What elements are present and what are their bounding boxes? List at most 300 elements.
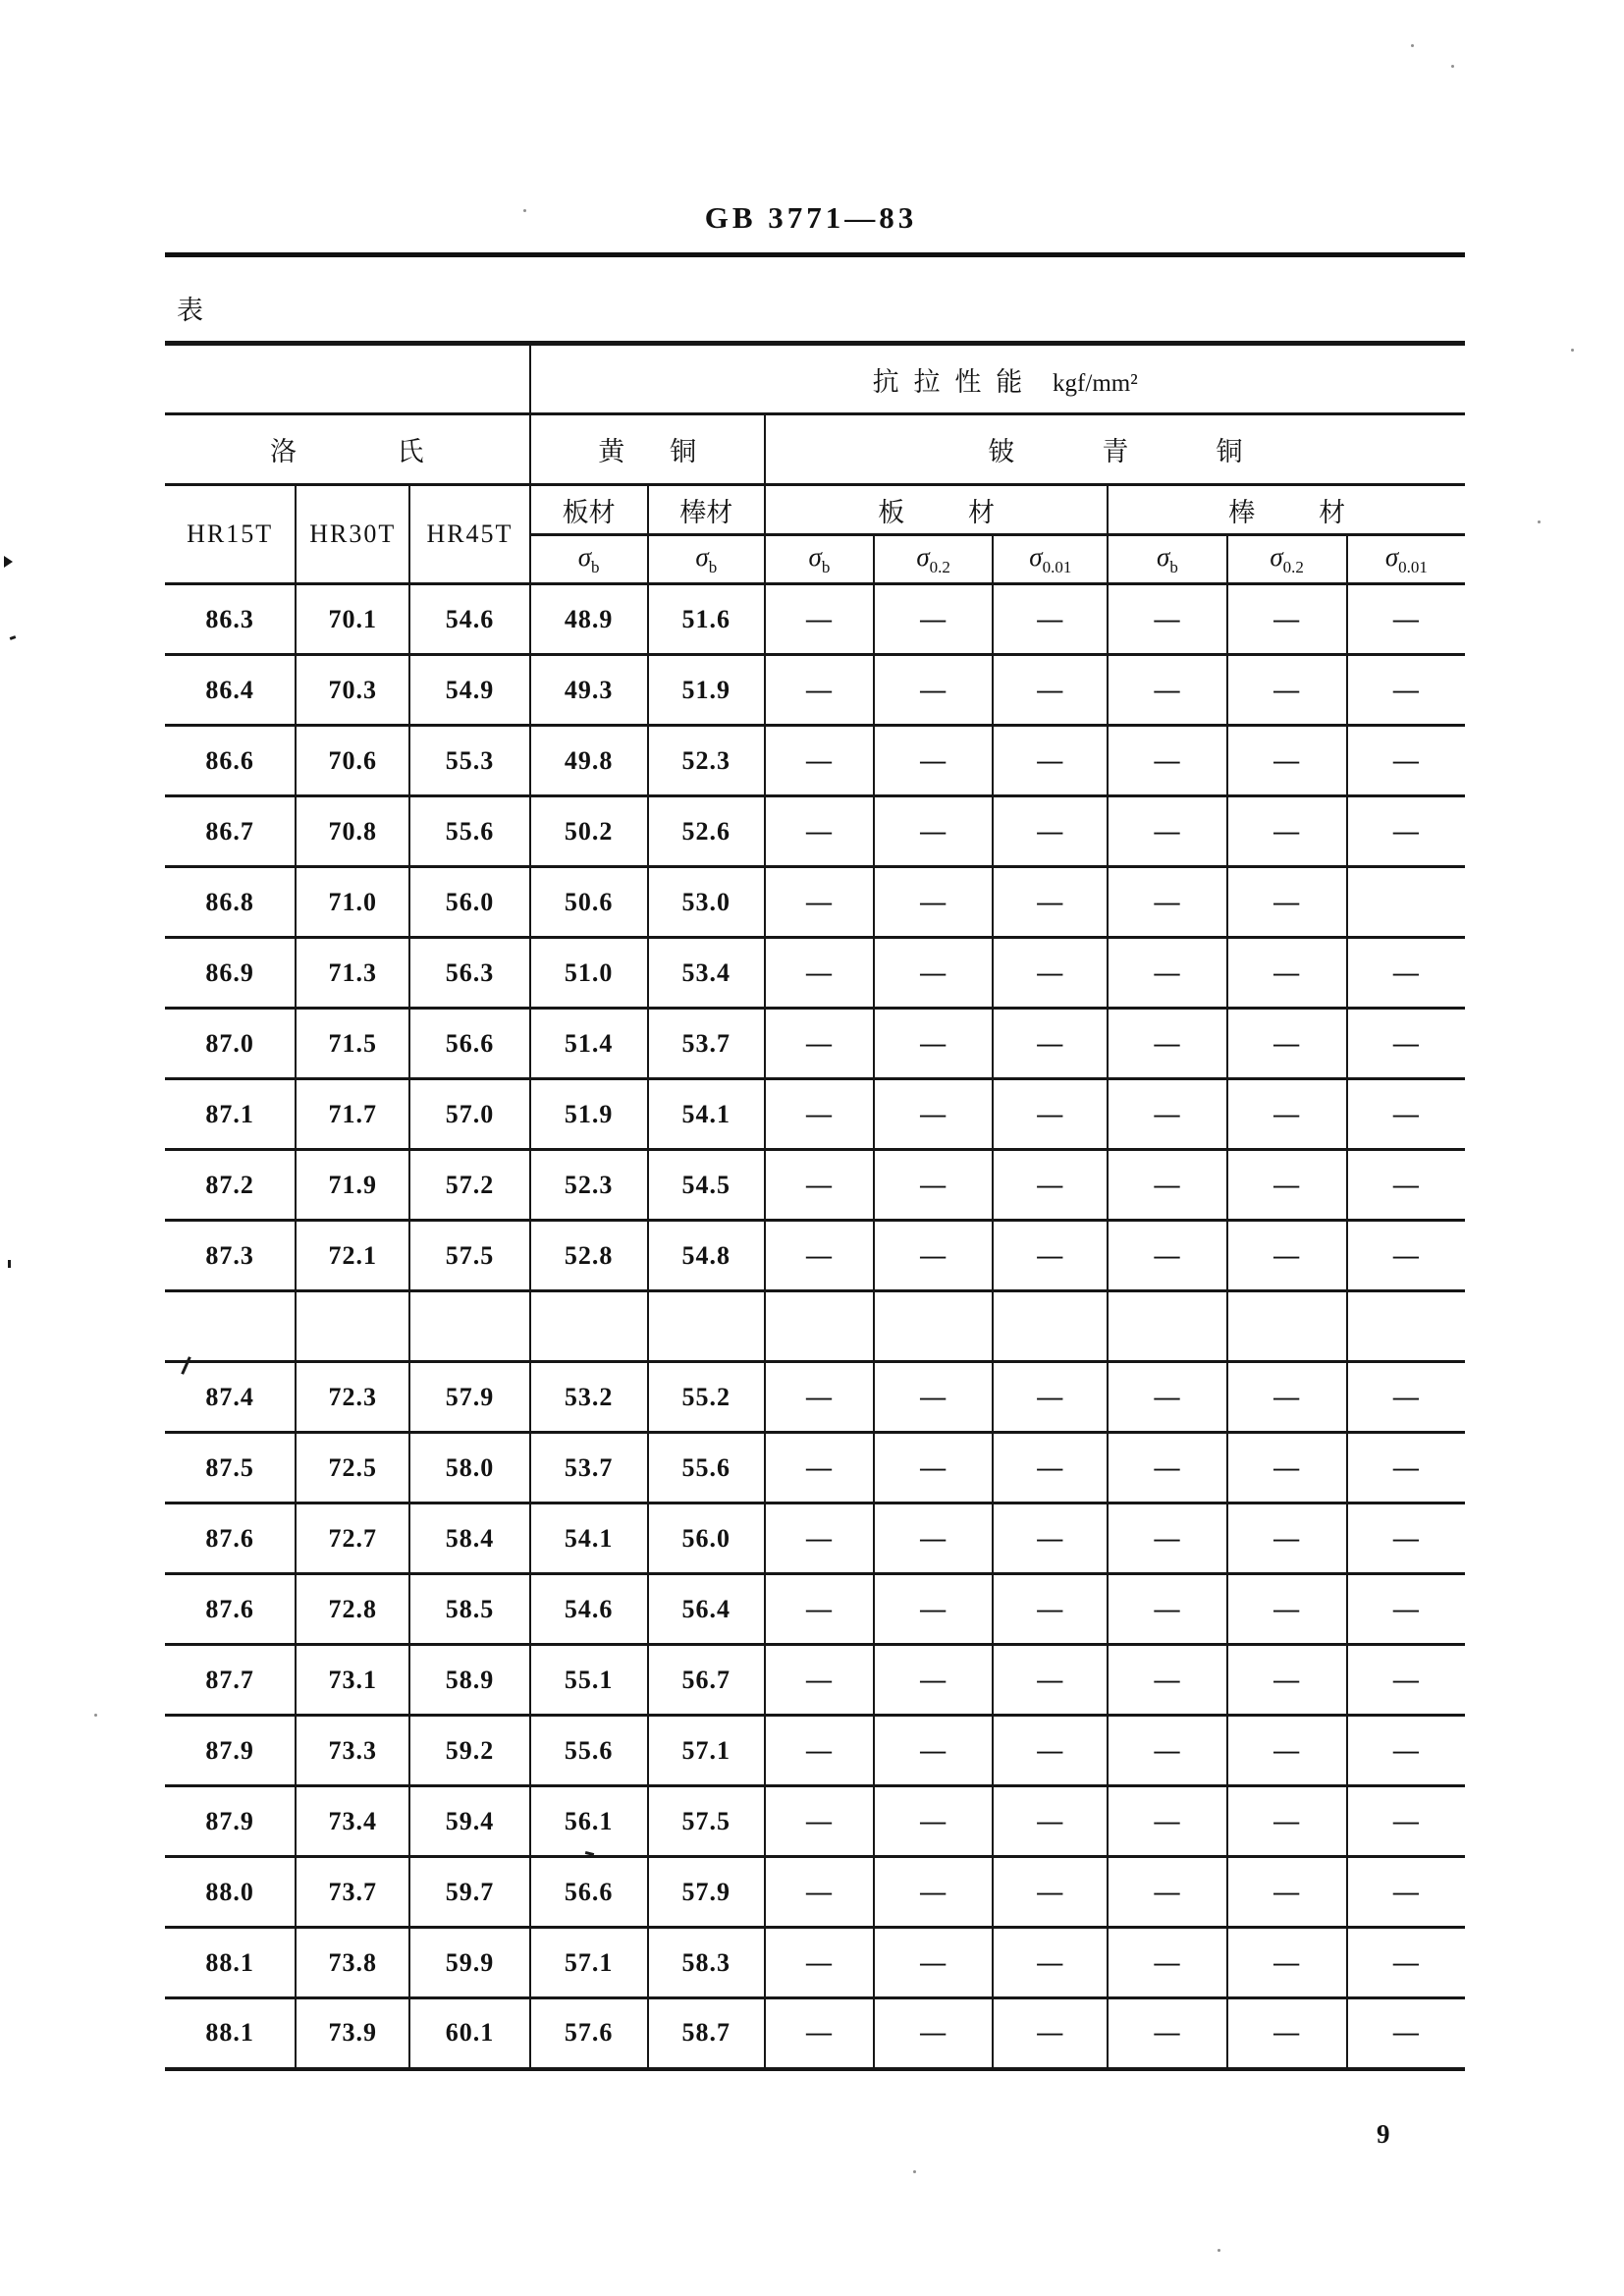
cell-be-bar-b: —: [1108, 1645, 1226, 1716]
cell-be-bar-b: —: [1108, 1079, 1226, 1150]
cell-hr30t: 72.3: [296, 1362, 409, 1433]
cell-brass-bar-b: 52.3: [648, 726, 765, 796]
header-rule: [165, 252, 1465, 257]
hr30t-header-cell: [296, 485, 409, 584]
cell-hr30t: 72.8: [296, 1574, 409, 1645]
cell-be-bar-b: —: [1108, 1433, 1226, 1503]
table-row: [165, 938, 1465, 1009]
cell-hr15t: 87.7: [165, 1645, 296, 1716]
cell-be-sheet-p001: —: [993, 1503, 1108, 1574]
header-row-materials: [165, 414, 1465, 485]
cell-be-sheet-p02: —: [874, 1786, 993, 1857]
brass-label: 黄铜: [598, 437, 742, 466]
cell-brass-sheet-b: 49.8: [530, 726, 648, 796]
cell-be-sheet-b: —: [765, 1150, 874, 1221]
cell-be-bar-b: —: [1108, 726, 1226, 796]
cell-be-bar-p02: —: [1227, 1150, 1347, 1221]
table-row: [165, 1009, 1465, 1079]
cell-be-sheet-b: —: [765, 796, 874, 867]
table-row: [165, 1574, 1465, 1645]
scan-speck: [1571, 349, 1574, 352]
cell-brass-sheet-b: 56.6: [530, 1857, 648, 1928]
table-row: [165, 1079, 1465, 1150]
cell-hr30t: 70.8: [296, 796, 409, 867]
header-row-tensile: [165, 344, 1465, 414]
cell-be-sheet-b: —: [765, 1009, 874, 1079]
cell-be-bar-p001: —: [1347, 1221, 1465, 1291]
cell-be-sheet-p02: —: [874, 1503, 993, 1574]
cell-be-bar-p001: —: [1347, 726, 1465, 796]
cell-be-bar-b: —: [1108, 1362, 1226, 1433]
cell-be-bar-p02: [1227, 1291, 1347, 1362]
cell-be-bar-p001: —: [1347, 1503, 1465, 1574]
cell-be-sheet-p001: —: [993, 726, 1108, 796]
cell-be-sheet-p001: —: [993, 867, 1108, 938]
cell-hr15t: 87.9: [165, 1716, 296, 1786]
cell-be-sheet-p02: —: [874, 726, 993, 796]
cell-be-sheet-p02: —: [874, 1362, 993, 1433]
sigma-b-header: $\sigma_b$: [530, 535, 648, 584]
cell-be-bar-p02: —: [1227, 1928, 1347, 1998]
cell-be-bar-p001: —: [1347, 1998, 1465, 2069]
cell-brass-bar-b: 58.7: [648, 1998, 765, 2069]
cell-be-bar-b: —: [1108, 796, 1226, 867]
standard-number: GB 3771—83: [704, 200, 918, 235]
cell-be-bar-b: —: [1108, 1009, 1226, 1079]
cell-hr45t: 59.7: [409, 1857, 529, 1928]
cell-hr45t: 58.9: [409, 1645, 529, 1716]
cell-be-bar-p02: —: [1227, 1009, 1347, 1079]
cell-be-sheet-b: —: [765, 938, 874, 1009]
scan-speck: [1538, 520, 1541, 523]
hr15t-header-cell: [165, 485, 296, 584]
sigma-b-header: $\sigma_b$: [1108, 535, 1226, 584]
cell-be-sheet-b: —: [765, 1716, 874, 1786]
tensile-title-cell: [530, 344, 1465, 414]
sigma-001-header: $\sigma_{0.01}$: [993, 535, 1108, 584]
cell-be-bar-b: —: [1108, 655, 1226, 726]
cell-hr15t: 86.4: [165, 655, 296, 726]
cell-be-bar-p001: —: [1347, 1362, 1465, 1433]
cell-brass-bar-b: 53.7: [648, 1009, 765, 1079]
cell-be-bar-b: —: [1108, 938, 1226, 1009]
cell-brass-sheet-b: 51.9: [530, 1079, 648, 1150]
cell-brass-sheet-b: 51.4: [530, 1009, 648, 1079]
cell-be-sheet-p001: —: [993, 796, 1108, 867]
scan-speck: [1451, 65, 1454, 68]
cell-be-bar-b: —: [1108, 1928, 1226, 1998]
cell-be-sheet-p02: —: [874, 1574, 993, 1645]
cell-be-bar-b: —: [1108, 1503, 1226, 1574]
cell-brass-sheet-b: 55.6: [530, 1716, 648, 1786]
cell-be-bar-p001: [1347, 867, 1465, 938]
table-row: [165, 1362, 1465, 1433]
cell-hr45t: [409, 1291, 529, 1362]
brass-bar-header-cell: [648, 485, 765, 535]
cell-be-sheet-p02: —: [874, 1857, 993, 1928]
cell-be-sheet-p02: —: [874, 1433, 993, 1503]
cell-be-bar-p02: —: [1227, 1786, 1347, 1857]
cell-brass-sheet-b: 54.1: [530, 1503, 648, 1574]
cell-be-bar-p001: —: [1347, 1079, 1465, 1150]
cell-be-bar-p001: —: [1347, 1433, 1465, 1503]
cell-be-bar-p001: —: [1347, 655, 1465, 726]
cell-be-sheet-p02: —: [874, 1150, 993, 1221]
beryllium-bronze-label: 铍青铜: [988, 437, 1330, 466]
table-row: [165, 1503, 1465, 1574]
cell-hr45t: 55.6: [409, 796, 529, 867]
cell-brass-sheet-b: 49.3: [530, 655, 648, 726]
cell-hr15t: 87.6: [165, 1503, 296, 1574]
cell-be-bar-p001: —: [1347, 938, 1465, 1009]
cell-hr45t: 57.0: [409, 1079, 529, 1150]
cell-hr15t: 86.9: [165, 938, 296, 1009]
bronze-sheet-label: 板材: [878, 497, 1058, 527]
cell-brass-sheet-b: 51.0: [530, 938, 648, 1009]
cell-be-bar-b: —: [1108, 1998, 1226, 2069]
cell-hr45t: 59.9: [409, 1928, 529, 1998]
corner-blank-cell: [165, 344, 530, 414]
cell-be-sheet-p001: —: [993, 1857, 1108, 1928]
cell-brass-bar-b: 55.6: [648, 1433, 765, 1503]
cell-hr30t: 71.9: [296, 1150, 409, 1221]
sigma-001-header: $\sigma_{0.01}$: [1347, 535, 1465, 584]
cell-hr45t: 57.2: [409, 1150, 529, 1221]
brass-sheet-header-cell: [530, 485, 648, 535]
cell-hr45t: 56.3: [409, 938, 529, 1009]
cell-brass-bar-b: [648, 1291, 765, 1362]
cell-be-bar-p001: —: [1347, 796, 1465, 867]
cell-brass-bar-b: 54.1: [648, 1079, 765, 1150]
cell-be-bar-p02: —: [1227, 1998, 1347, 2069]
cell-brass-bar-b: 54.8: [648, 1221, 765, 1291]
sigma-02-header: $\sigma_{0.2}$: [1227, 535, 1347, 584]
cell-be-sheet-p001: —: [993, 1998, 1108, 2069]
table-row: [165, 1150, 1465, 1221]
cell-hr30t: 71.5: [296, 1009, 409, 1079]
cell-hr30t: 73.3: [296, 1716, 409, 1786]
cell-hr15t: 87.2: [165, 1150, 296, 1221]
cell-be-sheet-p02: —: [874, 1716, 993, 1786]
cell-hr15t: 87.6: [165, 1574, 296, 1645]
cell-be-bar-p001: [1347, 1291, 1465, 1362]
cell-be-sheet-p02: —: [874, 938, 993, 1009]
brass-sheet-label: 板材: [562, 497, 616, 527]
cell-be-bar-p02: —: [1227, 1362, 1347, 1433]
cell-brass-sheet-b: 53.7: [530, 1433, 648, 1503]
cell-hr15t: 88.1: [165, 1998, 296, 2069]
cell-be-bar-b: —: [1108, 584, 1226, 655]
cell-be-sheet-b: —: [765, 1645, 874, 1716]
cell-be-sheet-b: —: [765, 1433, 874, 1503]
table-row: [165, 1433, 1465, 1503]
cell-brass-bar-b: 51.6: [648, 584, 765, 655]
cell-be-sheet-p001: —: [993, 1362, 1108, 1433]
table-row: [165, 1998, 1465, 2069]
cell-be-bar-b: [1108, 1291, 1226, 1362]
table-row: [165, 1716, 1465, 1786]
sigma-b-header: $\sigma_b$: [765, 535, 874, 584]
cell-brass-sheet-b: 56.1: [530, 1786, 648, 1857]
cell-be-bar-p02: —: [1227, 1857, 1347, 1928]
cell-be-bar-p02: —: [1227, 1221, 1347, 1291]
cell-hr45t: 56.0: [409, 867, 529, 938]
cell-hr45t: 58.5: [409, 1574, 529, 1645]
scan-speck: [4, 556, 13, 568]
cell-be-bar-p001: —: [1347, 1009, 1465, 1079]
rockwell-label: 洛氏: [269, 437, 525, 466]
beryllium-bronze-header-cell: [765, 414, 1465, 485]
cell-be-bar-b: —: [1108, 1786, 1226, 1857]
cell-hr45t: 57.5: [409, 1221, 529, 1291]
cell-be-bar-p02: —: [1227, 1079, 1347, 1150]
rockwell-header-cell: [165, 414, 530, 485]
bronze-sheet-header-cell: [765, 485, 1108, 535]
cell-hr15t: [165, 1291, 296, 1362]
table-header: [165, 344, 1465, 584]
cell-be-bar-p02: —: [1227, 1716, 1347, 1786]
table-body: [165, 584, 1465, 2069]
cell-brass-bar-b: 57.1: [648, 1716, 765, 1786]
cell-brass-sheet-b: 55.1: [530, 1645, 648, 1716]
cell-be-sheet-p02: [874, 1291, 993, 1362]
cell-hr30t: 72.1: [296, 1221, 409, 1291]
table-row: [165, 655, 1465, 726]
cell-brass-sheet-b: 53.2: [530, 1362, 648, 1433]
cell-hr30t: 73.7: [296, 1857, 409, 1928]
bronze-bar-header-cell: [1108, 485, 1465, 535]
cell-be-bar-b: —: [1108, 1221, 1226, 1291]
cell-be-bar-p02: —: [1227, 584, 1347, 655]
cell-hr45t: 56.6: [409, 1009, 529, 1079]
hr45t-header-cell: [409, 485, 529, 584]
scan-speck: [10, 635, 17, 640]
cell-brass-sheet-b: 52.3: [530, 1150, 648, 1221]
cell-hr15t: 87.1: [165, 1079, 296, 1150]
cell-be-bar-p02: —: [1227, 1433, 1347, 1503]
cell-be-sheet-b: —: [765, 1503, 874, 1574]
table-row: [165, 1786, 1465, 1857]
tensile-title: 抗拉性能: [872, 366, 1038, 397]
cell-hr30t: 71.0: [296, 867, 409, 938]
cell-be-sheet-p02: —: [874, 1645, 993, 1716]
scan-speck: [1411, 44, 1414, 47]
cell-hr30t: 73.4: [296, 1786, 409, 1857]
cell-be-sheet-p02: —: [874, 867, 993, 938]
hardness-conversion-table: [165, 341, 1465, 2071]
cell-be-bar-p02: —: [1227, 655, 1347, 726]
cell-be-sheet-b: —: [765, 1079, 874, 1150]
cell-hr15t: 86.6: [165, 726, 296, 796]
cell-be-sheet-b: —: [765, 1221, 874, 1291]
cell-hr30t: 70.3: [296, 655, 409, 726]
cell-be-sheet-p02: —: [874, 655, 993, 726]
cell-hr30t: 73.1: [296, 1645, 409, 1716]
cell-be-sheet-p001: —: [993, 1928, 1108, 1998]
cell-be-sheet-p001: [993, 1291, 1108, 1362]
cell-hr15t: 86.7: [165, 796, 296, 867]
cell-be-sheet-p001: —: [993, 1574, 1108, 1645]
cell-be-bar-p02: —: [1227, 938, 1347, 1009]
table-row: [165, 584, 1465, 655]
scan-speck: [523, 209, 526, 212]
cell-be-sheet-p02: —: [874, 584, 993, 655]
cell-brass-bar-b: 51.9: [648, 655, 765, 726]
header-row-forms: [165, 485, 1465, 535]
cell-hr45t: 60.1: [409, 1998, 529, 2069]
cell-be-bar-b: —: [1108, 1574, 1226, 1645]
bronze-bar-label: 棒材: [1228, 497, 1409, 527]
table-row: [165, 796, 1465, 867]
cell-brass-sheet-b: 50.6: [530, 867, 648, 938]
cell-hr15t: 88.0: [165, 1857, 296, 1928]
cell-be-bar-b: —: [1108, 1857, 1226, 1928]
sigma-b-header: $\sigma_b$: [648, 535, 765, 584]
hr30t-label: HR30T: [309, 519, 397, 548]
table-row: [165, 867, 1465, 938]
cell-be-bar-p001: —: [1347, 584, 1465, 655]
cell-be-sheet-p001: —: [993, 1786, 1108, 1857]
cell-be-sheet-p02: —: [874, 796, 993, 867]
cell-be-sheet-b: —: [765, 726, 874, 796]
cell-be-bar-b: —: [1108, 1150, 1226, 1221]
cell-be-bar-p001: —: [1347, 1716, 1465, 1786]
cell-be-sheet-b: —: [765, 1998, 874, 2069]
hr15t-label: HR15T: [187, 519, 274, 548]
cell-hr45t: 58.0: [409, 1433, 529, 1503]
cell-hr30t: 71.7: [296, 1079, 409, 1150]
tensile-unit: kgf/mm²: [1053, 369, 1138, 397]
cell-hr30t: 70.6: [296, 726, 409, 796]
cell-be-sheet-p001: —: [993, 1645, 1108, 1716]
cell-hr30t: [296, 1291, 409, 1362]
cell-hr30t: 71.3: [296, 938, 409, 1009]
cell-brass-bar-b: 53.4: [648, 938, 765, 1009]
brass-header-cell: [530, 414, 765, 485]
cell-hr30t: 72.5: [296, 1433, 409, 1503]
cell-hr45t: 58.4: [409, 1503, 529, 1574]
cell-be-sheet-b: [765, 1291, 874, 1362]
cell-be-sheet-b: —: [765, 584, 874, 655]
cell-brass-sheet-b: [530, 1291, 648, 1362]
sigma-02-header: $\sigma_{0.2}$: [874, 535, 993, 584]
cell-brass-bar-b: 57.9: [648, 1857, 765, 1928]
table-row: [165, 1857, 1465, 1928]
cell-brass-bar-b: 54.5: [648, 1150, 765, 1221]
cell-brass-bar-b: 52.6: [648, 796, 765, 867]
table-row: [165, 1928, 1465, 1998]
cell-be-sheet-b: —: [765, 1786, 874, 1857]
cell-hr15t: 87.9: [165, 1786, 296, 1857]
cell-brass-sheet-b: 48.9: [530, 584, 648, 655]
cell-be-sheet-b: —: [765, 867, 874, 938]
cell-brass-bar-b: 58.3: [648, 1928, 765, 1998]
cell-brass-sheet-b: 52.8: [530, 1221, 648, 1291]
cell-be-bar-p02: —: [1227, 1574, 1347, 1645]
cell-be-sheet-p02: —: [874, 1079, 993, 1150]
cell-be-sheet-p001: —: [993, 584, 1108, 655]
cell-hr15t: 86.3: [165, 584, 296, 655]
cell-be-sheet-p001: —: [993, 1150, 1108, 1221]
cell-be-bar-b: —: [1108, 1716, 1226, 1786]
cell-be-sheet-p001: —: [993, 1221, 1108, 1291]
cell-be-sheet-p001: —: [993, 938, 1108, 1009]
cell-brass-bar-b: 56.7: [648, 1645, 765, 1716]
cell-be-sheet-p001: —: [993, 1009, 1108, 1079]
spacer-row: [165, 1291, 1465, 1362]
scan-speck: [913, 2170, 916, 2173]
cell-be-bar-p02: —: [1227, 1503, 1347, 1574]
cell-be-bar-p02: —: [1227, 867, 1347, 938]
cell-be-bar-b: —: [1108, 867, 1226, 938]
table-row: [165, 1221, 1465, 1291]
table-row: [165, 726, 1465, 796]
cell-brass-bar-b: 56.4: [648, 1574, 765, 1645]
cell-be-bar-p02: —: [1227, 726, 1347, 796]
cell-be-sheet-p001: —: [993, 1079, 1108, 1150]
cell-hr45t: 55.3: [409, 726, 529, 796]
table-label: 表: [177, 296, 203, 325]
cell-brass-bar-b: 53.0: [648, 867, 765, 938]
cell-be-bar-p02: —: [1227, 1645, 1347, 1716]
cell-be-bar-p001: —: [1347, 1574, 1465, 1645]
cell-be-bar-p001: —: [1347, 1150, 1465, 1221]
cell-hr30t: 73.9: [296, 1998, 409, 2069]
cell-brass-bar-b: 56.0: [648, 1503, 765, 1574]
brass-bar-label: 棒材: [679, 497, 733, 527]
page-number: 9: [1377, 2119, 1390, 2149]
cell-be-sheet-b: —: [765, 1857, 874, 1928]
cell-be-sheet-p001: —: [993, 655, 1108, 726]
cell-be-bar-p02: —: [1227, 796, 1347, 867]
cell-hr15t: 87.3: [165, 1221, 296, 1291]
cell-be-sheet-b: —: [765, 655, 874, 726]
cell-hr45t: 57.9: [409, 1362, 529, 1433]
scan-speck: [1218, 2249, 1220, 2252]
cell-be-sheet-b: —: [765, 1928, 874, 1998]
cell-brass-sheet-b: 54.6: [530, 1574, 648, 1645]
cell-be-bar-p001: —: [1347, 1786, 1465, 1857]
cell-brass-bar-b: 55.2: [648, 1362, 765, 1433]
cell-hr45t: 54.9: [409, 655, 529, 726]
cell-be-sheet-b: —: [765, 1574, 874, 1645]
cell-hr30t: 73.8: [296, 1928, 409, 1998]
cell-be-bar-p001: —: [1347, 1928, 1465, 1998]
cell-hr15t: 87.5: [165, 1433, 296, 1503]
scan-speck: [94, 1714, 97, 1717]
cell-be-sheet-p02: —: [874, 1928, 993, 1998]
cell-hr45t: 59.2: [409, 1716, 529, 1786]
cell-be-sheet-p001: —: [993, 1716, 1108, 1786]
cell-hr45t: 54.6: [409, 584, 529, 655]
cell-brass-sheet-b: 50.2: [530, 796, 648, 867]
cell-be-sheet-p02: —: [874, 1998, 993, 2069]
cell-hr15t: 87.0: [165, 1009, 296, 1079]
cell-brass-sheet-b: 57.1: [530, 1928, 648, 1998]
cell-be-bar-p001: —: [1347, 1857, 1465, 1928]
cell-hr30t: 70.1: [296, 584, 409, 655]
cell-hr30t: 72.7: [296, 1503, 409, 1574]
hr45t-label: HR45T: [426, 519, 514, 548]
cell-brass-sheet-b: 57.6: [530, 1998, 648, 2069]
cell-be-sheet-p02: —: [874, 1009, 993, 1079]
cell-hr15t: 88.1: [165, 1928, 296, 1998]
cell-hr15t: 86.8: [165, 867, 296, 938]
cell-be-sheet-p02: —: [874, 1221, 993, 1291]
cell-be-bar-p001: —: [1347, 1645, 1465, 1716]
cell-hr45t: 59.4: [409, 1786, 529, 1857]
cell-be-sheet-b: —: [765, 1362, 874, 1433]
